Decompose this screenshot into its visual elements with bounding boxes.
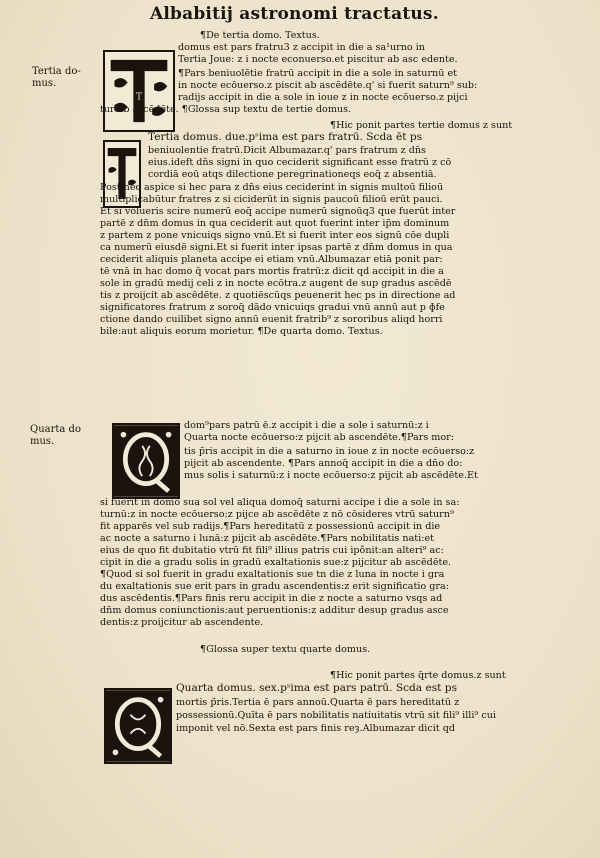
text-line: sole in gradū medij celi z in nocte ecōtra.z augent de sup gradus ascēdē xyxy=(100,278,452,289)
text-line: dom⁹pars patrū ē.z accipit i die a sole i saturnū:z i xyxy=(184,420,429,431)
text-line: tis z proijcit ab ascēdēte. z quotiēscūqs peuenerit hec ps in directione ad xyxy=(100,290,456,301)
text-line: imponit̄ vel nō.Sexta est pars finis reȝ.Albumazar dicit qd̄ xyxy=(176,723,455,734)
text-line: mortis p̄ris.Tertia ē pars annoū.Quarta ē pars hereditatū z xyxy=(176,697,460,708)
text-line: partē z dn̄m domus in qua ceciderit aut quot fuerint inter ip̄m dominum xyxy=(100,218,450,229)
running-head: Albabitij astronomi tractatus. xyxy=(150,4,439,24)
text-line: ceciderit aliquis planeta accipe ei etiam vnū.Albumazar etiā ponit par: xyxy=(100,254,443,265)
text-line: ctione dando cuilibet signo annū euenit fratrib⁹ z sororibus aliqd horri xyxy=(100,314,443,325)
text-line: tis p̄ris accipit in die a saturno in ioue z in nocte ecōuerso:z xyxy=(184,446,475,457)
text-line: tē vnā in hac domo q̄ vocat̄ pars mortis fratrū:z dicit qd̄ accipit in die a xyxy=(100,266,444,277)
text-line: significatores fratrum z soroq̄ dādo vnicuiqs gradui vnū annū aut p ɸfe xyxy=(100,302,445,313)
text-line: ¶Hic ponit partes q̄rte domus.z sunt xyxy=(330,670,506,681)
text-line: turnū:z in nocte ecōuerso:z pijce ab ascēdēte z nō cōsideres vtrū saturn⁹ xyxy=(100,509,454,520)
text-line: dn̄m domus coniunctionis:aut peruentionis:z additur desup gradus asce xyxy=(100,605,449,616)
text-line: beniuolentie fratrū.Dicit Albumazar.q' pars fratrum z dn̄s xyxy=(148,145,426,156)
text-line: ¶Hic ponit partes tertie domus z sunt xyxy=(330,120,513,131)
margin-note-tertia: Tertia do- mus. xyxy=(32,66,81,89)
text-line: Et si volueris scire numerū eoq̄ accipe numerū signoūq3 que fuerūt inter xyxy=(100,206,456,217)
text-line: Tertia Joue: z i nocte econuerso.et piscitur ab asc edente. xyxy=(178,54,458,65)
text-line: multiplicabūtur fratres z si ciciderūt in signis paucoū filioū erūt pauci. xyxy=(100,194,443,205)
text-line: in nocte ecōuerso.z piscit ab ascēdēte.q' si fuerit saturn⁹ sub: xyxy=(178,80,478,91)
text-line: ¶Pars beniuolētie fratrū accipit in die a sole in saturnū et xyxy=(178,68,457,79)
text-line: Post hec aspice si hec para z dn̄s eius ceciderint in signis multoū filioū xyxy=(100,182,444,193)
text-line: z partem z pone vnicuiqs signo vnū.Et si fuerit inter eos signū cōe dupli xyxy=(100,230,450,241)
text-line: pijcit ab ascendente. ¶Pars annoq̄ accipit in die a dn̄o do: xyxy=(184,458,463,469)
text-line: cordiā eoū atqs dilectione peregrinationeqs eoq̄ z absentiā. xyxy=(148,169,437,180)
text-line: possessionū.Quīta ē pars nobilitatis natiuitatis vtrū sit fili⁹ illi⁹ cui xyxy=(176,710,496,721)
text-line: si fuerit in domo sua sol vel aliqua domoq̄ saturni accipe i die a sole in sa: xyxy=(100,497,460,508)
text-line: Quarta domus. sex.pˢima est pars patrū. Scd̄a est ps xyxy=(176,683,458,694)
margin-note-quarta: Quarta do mus. xyxy=(30,424,81,447)
decorated-initial-q-second xyxy=(104,688,172,764)
text-line: cipit in die a gradu solis in gradū exaltationis sue:z pijcitur ab ascēdēte. xyxy=(100,557,452,568)
text-line: Quarta nocte ecōuerso:z pijcit ab ascendēte.¶Pars mor: xyxy=(184,432,455,443)
text-line: domus est pars fratru3 z accipit in die a sa¹urno in xyxy=(178,42,425,53)
text-line: bile:aut aliquis eorum moriet̄ur. ¶De quarta domo. Textus. xyxy=(100,326,383,337)
text-line: ac nocte a saturno i lunā:z pijcit ab ascēdēte.¶Pars nobilitatis nati:et xyxy=(100,533,434,544)
decorated-initial-q xyxy=(112,423,180,499)
text-line: fit apparēs vel sub radijs.¶Pars hereditatū z possessionū accipit in die xyxy=(100,521,441,532)
text-line: mus solis i saturnū:z i nocte ecōuerso:z pijcit ab ascēdēte.Et xyxy=(184,470,478,481)
text-line: radijs accipit in die a sole in ioue z in nocte ecōuerso.z pijci xyxy=(178,92,468,103)
text-line: eius.ideft dn̄s signi in quo ceciderit significant esse fratrū z cō xyxy=(148,157,452,168)
text-line: Tertia domus. due.pˢima est pars fratrū. Scd̄a ēt ps xyxy=(148,132,423,143)
text-line: ¶De tertia domo. Textus. xyxy=(200,30,320,41)
text-line: dus ascēdentis.¶Pars finis reru accipit in die z nocte a saturno vsqs ad xyxy=(100,593,443,604)
text-line: ¶Glossa super textu quarte domus. xyxy=(200,644,371,655)
svg-text:T: T xyxy=(135,91,143,103)
text-line: tur ab ascēdēte. ¶Glossa sup textu de tertie domus. xyxy=(100,104,352,115)
text-line: du exaltationis sue erit pars in gradu ascendentis:z erit significatio gra: xyxy=(100,581,449,592)
text-line: ¶Quod si sol fuerit in gradu exaltationis sue tn die z luna in nocte i gra xyxy=(100,569,445,580)
text-line: eius de quo fit dubitatio vtrū fit fili⁹ illius patris cui ipõnit:an alteri⁹ ac: xyxy=(100,545,444,556)
decorated-initial-t xyxy=(103,50,175,132)
text-line: ca numerū eiusdē signi.Et si fuerit inter ipsas partē z dn̄m domus in qua xyxy=(100,242,453,253)
text-line: dentis:z proijcitur ab ascendente. xyxy=(100,617,264,628)
